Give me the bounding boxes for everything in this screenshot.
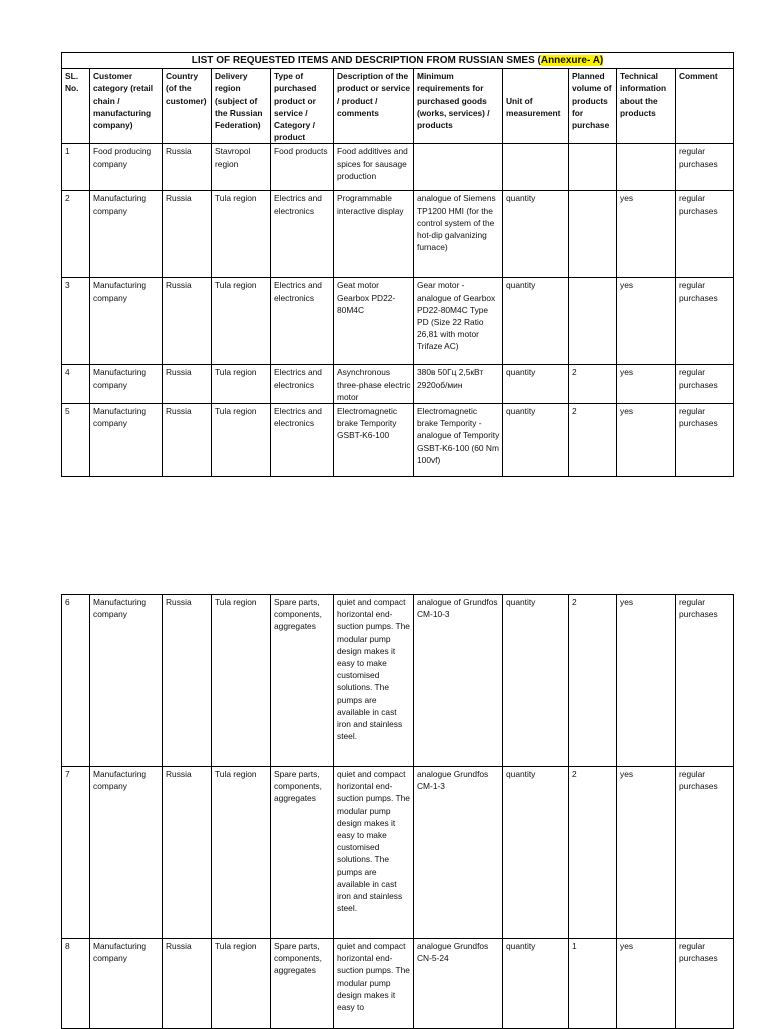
technical-info-cell: yes bbox=[617, 191, 676, 278]
header-product-type: Type of purchased product or service / Category / product bbox=[271, 69, 334, 144]
sl-no-cell: 2 bbox=[62, 191, 90, 278]
table-body bbox=[62, 144, 734, 477]
sl-no-cell: 6 bbox=[62, 595, 90, 767]
comment-cell: regular purchases bbox=[676, 191, 734, 278]
table-title bbox=[62, 53, 734, 69]
comment-cell: regular purchases bbox=[676, 365, 734, 404]
requirements-cell: analogue of Siemens TP1200 HMI (for the control system of the hot-dip galvanizing furnace) bbox=[414, 191, 503, 278]
description-cell: Electromagnetic brake Tempority GSBT-K6-100 bbox=[334, 404, 414, 477]
unit-cell: quantity bbox=[503, 939, 569, 1029]
comment-cell: regular purchases bbox=[676, 404, 734, 477]
table-row bbox=[62, 278, 734, 365]
country-cell: Russia bbox=[163, 939, 212, 1029]
product-type-cell: Spare parts, components, aggregates bbox=[271, 767, 334, 939]
unit-cell: quantity bbox=[503, 767, 569, 939]
table-row bbox=[62, 365, 734, 404]
unit-cell: quantity bbox=[503, 595, 569, 767]
header-requirements: Minimum requirements for purchased goods (works, services) / products bbox=[414, 69, 503, 144]
description-cell: quiet and compact horizontal end-suction pumps. The modular pump design makes it easy to make customised solutions. The pumps are available in cast iron and stainless steel. bbox=[334, 595, 414, 767]
delivery-region-cell: Tula region bbox=[212, 939, 271, 1029]
unit-cell: quantity bbox=[503, 191, 569, 278]
table-row bbox=[62, 939, 734, 1029]
unit-cell: quantity bbox=[503, 404, 569, 477]
product-type-cell: Electrics and electronics bbox=[271, 404, 334, 477]
product-type-cell: Electrics and electronics bbox=[271, 365, 334, 404]
description-cell: Food additives and spices for sausage production bbox=[334, 144, 414, 191]
country-cell: Russia bbox=[163, 278, 212, 365]
requirements-cell: analogue Grundfos CN-5-24 bbox=[414, 939, 503, 1029]
technical-info-cell: yes bbox=[617, 767, 676, 939]
table-row bbox=[62, 404, 734, 477]
product-type-cell: Food products bbox=[271, 144, 334, 191]
header-customer-category: Customer category (retail chain / manufacturing company) bbox=[90, 69, 163, 144]
requirements-cell: Electromagnetic brake Tempority - analogue of Tempority GSBT-K6-100 (60 Nm 100vf) bbox=[414, 404, 503, 477]
country-cell: Russia bbox=[163, 365, 212, 404]
sl-no-cell: 4 bbox=[62, 365, 90, 404]
unit-cell: quantity bbox=[503, 278, 569, 365]
delivery-region-cell: Tula region bbox=[212, 191, 271, 278]
sl-no-cell: 5 bbox=[62, 404, 90, 477]
header-sl-no: SL. No. bbox=[62, 69, 90, 144]
table-row bbox=[62, 144, 734, 191]
planned-volume-cell bbox=[569, 191, 617, 278]
planned-volume-cell bbox=[569, 278, 617, 365]
requests-table-page-2 bbox=[61, 594, 734, 1029]
description-cell: Geat motor Gearbox PD22-80M4C bbox=[334, 278, 414, 365]
customer-category-cell: Manufacturing company bbox=[90, 191, 163, 278]
requirements-cell: Gear motor - analogue of Gearbox PD22-80M4C Type PD (Size 22 Ratio 26,81 with motor Trifaze AC) bbox=[414, 278, 503, 365]
delivery-region-cell: Tula region bbox=[212, 595, 271, 767]
technical-info-cell: yes bbox=[617, 595, 676, 767]
requirements-cell: analogue of Grundfos CM-10-3 bbox=[414, 595, 503, 767]
header-delivery-region: Delivery region (subject of the Russian Federation) bbox=[212, 69, 271, 144]
delivery-region-cell: Tula region bbox=[212, 404, 271, 477]
description-cell: quiet and compact horizontal end-suction pumps. The modular pump design makes it easy to bbox=[334, 939, 414, 1029]
header-planned-volume: Planned volume of products for purchase bbox=[569, 69, 617, 144]
technical-info-cell: yes bbox=[617, 939, 676, 1029]
technical-info-cell: yes bbox=[617, 365, 676, 404]
planned-volume-cell: 2 bbox=[569, 404, 617, 477]
header-technical-info: Technical information about the products bbox=[617, 69, 676, 144]
customer-category-cell: Manufacturing company bbox=[90, 278, 163, 365]
technical-info-cell: yes bbox=[617, 278, 676, 365]
annexure-highlight: Annexure- A) bbox=[540, 55, 604, 66]
country-cell: Russia bbox=[163, 767, 212, 939]
table-row bbox=[62, 595, 734, 767]
country-cell: Russia bbox=[163, 144, 212, 191]
header-description: Description of the product or service / product / comments bbox=[334, 69, 414, 144]
planned-volume-cell bbox=[569, 144, 617, 191]
header-country: Country (of the customer) bbox=[163, 69, 212, 144]
requirements-cell bbox=[414, 144, 503, 191]
product-type-cell: Spare parts, components, aggregates bbox=[271, 595, 334, 767]
description-cell: Programmable interactive display bbox=[334, 191, 414, 278]
customer-category-cell: Manufacturing company bbox=[90, 595, 163, 767]
customer-category-cell: Manufacturing company bbox=[90, 767, 163, 939]
comment-cell: regular purchases bbox=[676, 278, 734, 365]
delivery-region-cell: Stavropol region bbox=[212, 144, 271, 191]
customer-category-cell: Food producing company bbox=[90, 144, 163, 191]
comment-cell: regular purchases bbox=[676, 144, 734, 191]
technical-info-cell bbox=[617, 144, 676, 191]
sl-no-cell: 1 bbox=[62, 144, 90, 191]
comment-cell: regular purchases bbox=[676, 595, 734, 767]
header-comment: Comment bbox=[676, 69, 734, 144]
requests-table-page-1 bbox=[61, 52, 734, 477]
sl-no-cell: 8 bbox=[62, 939, 90, 1029]
title-text: LIST OF REQUESTED ITEMS AND DESCRIPTION FROM RUSSIAN SMES ( bbox=[191, 55, 541, 66]
table-title-row bbox=[62, 53, 734, 69]
country-cell: Russia bbox=[163, 191, 212, 278]
comment-cell: regular purchases bbox=[676, 939, 734, 1029]
customer-category-cell: Manufacturing company bbox=[90, 939, 163, 1029]
delivery-region-cell: Tula region bbox=[212, 278, 271, 365]
comment-cell: regular purchases bbox=[676, 767, 734, 939]
technical-info-cell: yes bbox=[617, 404, 676, 477]
table-row bbox=[62, 191, 734, 278]
product-type-cell: Electrics and electronics bbox=[271, 191, 334, 278]
delivery-region-cell: Tula region bbox=[212, 365, 271, 404]
unit-cell: quantity bbox=[503, 365, 569, 404]
header-unit: Unit of measurement bbox=[503, 69, 569, 144]
planned-volume-cell: 1 bbox=[569, 939, 617, 1029]
requirements-cell: analogue Grundfos CM-1-3 bbox=[414, 767, 503, 939]
planned-volume-cell: 2 bbox=[569, 595, 617, 767]
planned-volume-cell: 2 bbox=[569, 365, 617, 404]
delivery-region-cell: Tula region bbox=[212, 767, 271, 939]
country-cell: Russia bbox=[163, 595, 212, 767]
customer-category-cell: Manufacturing company bbox=[90, 404, 163, 477]
country-cell: Russia bbox=[163, 404, 212, 477]
description-cell: Asynchronous three-phase electric motor bbox=[334, 365, 414, 404]
product-type-cell: Electrics and electronics bbox=[271, 278, 334, 365]
sl-no-cell: 3 bbox=[62, 278, 90, 365]
header-row bbox=[62, 69, 734, 144]
description-cell: quiet and compact horizontal end-suction pumps. The modular pump design makes it easy to make customised solutions. The pumps are available in cast iron and stainless steel. bbox=[334, 767, 414, 939]
planned-volume-cell: 2 bbox=[569, 767, 617, 939]
sl-no-cell: 7 bbox=[62, 767, 90, 939]
requirements-cell: 380в 50Гц 2,5кВт 2920об/мин bbox=[414, 365, 503, 404]
table-body bbox=[62, 595, 734, 1029]
unit-cell bbox=[503, 144, 569, 191]
product-type-cell: Spare parts, components, aggregates bbox=[271, 939, 334, 1029]
table-row bbox=[62, 767, 734, 939]
customer-category-cell: Manufacturing company bbox=[90, 365, 163, 404]
